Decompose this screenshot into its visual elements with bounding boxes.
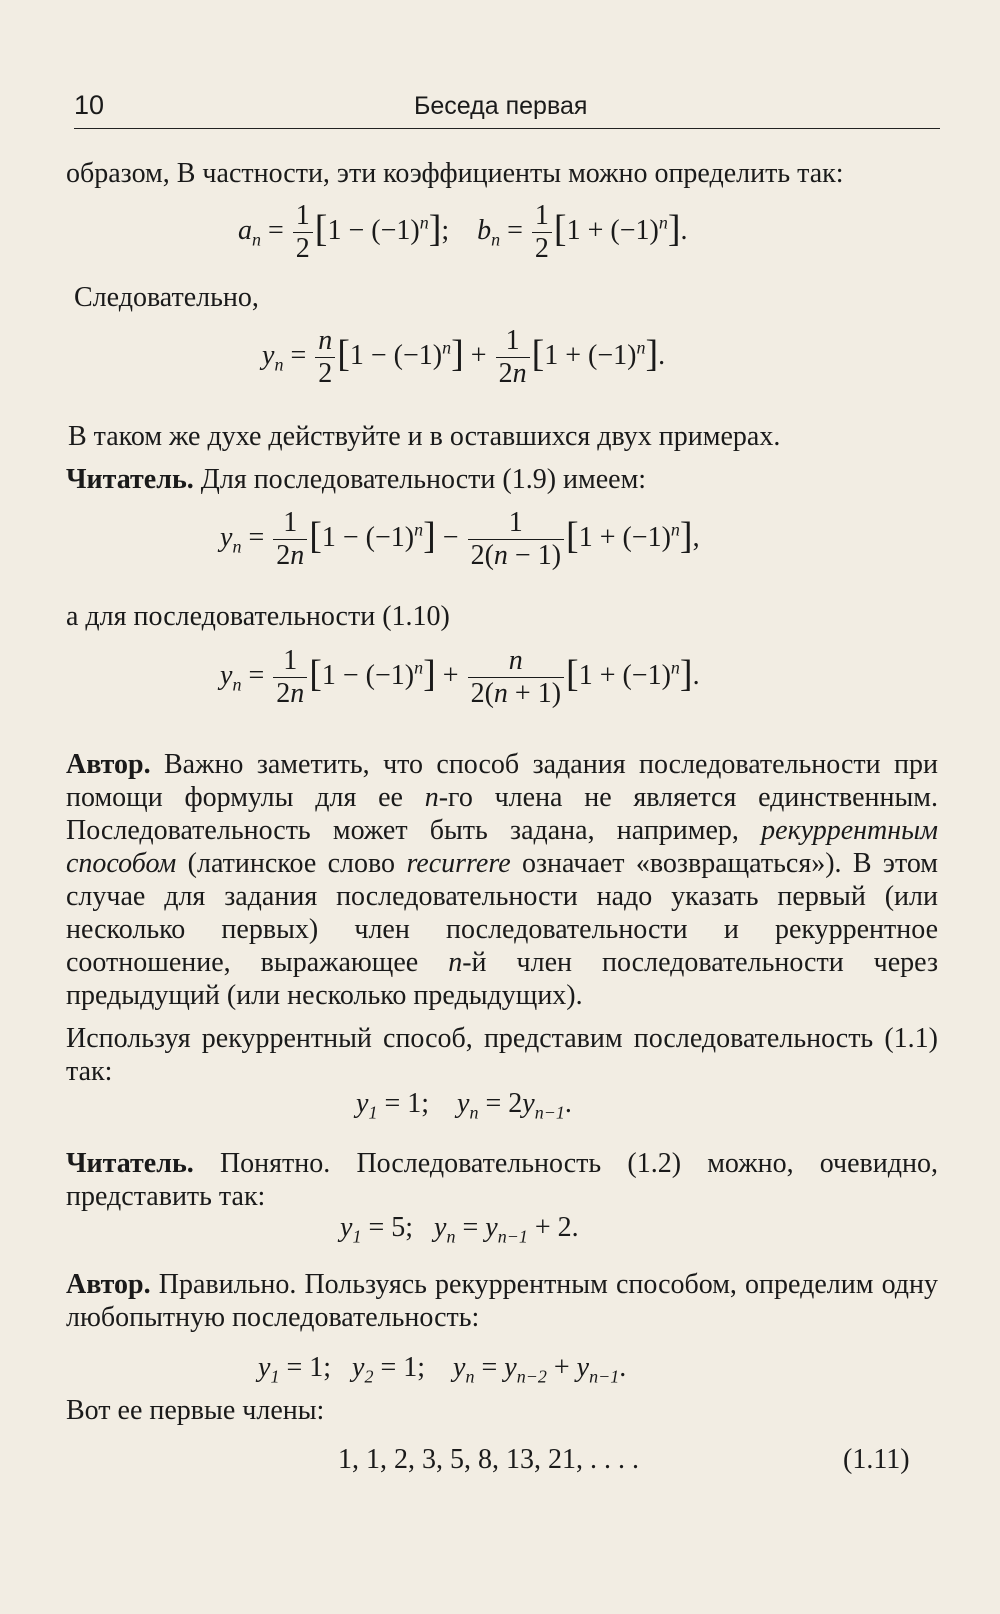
equation-yn-3: $y_n$ = $\frac{1}{2n}$ $[1 - (-1)^n]$ + $\frac{n}{2(n + 1)}$ $[1 + (-1)^n]$. <box>220 645 700 709</box>
equation-recurrence-1: $y_1 = 1$; $y_n = 2y_{n-1}$. <box>356 1088 572 1123</box>
paragraph-2: Следовательно, <box>74 282 259 313</box>
chapter-title: Беседа первая <box>414 92 588 120</box>
paragraph-9: Автор. Правильно. Пользуясь рекуррентным способом, определим одну любопытную последовательность: <box>66 1269 938 1333</box>
equation-yn-2: $y_n$ = $\frac{1}{2n}$ $[1 - (-1)^n]$ − $\frac{1}{2(n - 1)}$ $[1 + (-1)^n]$, <box>220 507 700 571</box>
paragraph-10: Вот ее первые члены: <box>66 1395 325 1426</box>
page-number: 10 <box>74 90 105 120</box>
speaker-author-2: Автор. <box>66 1269 151 1300</box>
paragraph-7: Используя рекуррентный способ, представим последовательность (1.1) так: <box>66 1023 938 1087</box>
equation-yn-1: $y_n$ = $\frac{n}{2}$ $[1 - (-1)^n]$ + $\frac{1}{2n}$ $[1 + (-1)^n]$. <box>262 325 666 389</box>
paragraph-4: Читатель. Для последовательности (1.9) имеем: <box>66 464 647 495</box>
running-header <box>74 84 940 129</box>
equation-recurrence-2: $y_1 = 5$; $y_n = y_{n-1} + 2$. <box>340 1212 579 1247</box>
speaker-reader: Читатель. <box>66 464 194 495</box>
speaker-author: Автор. <box>66 749 151 780</box>
paragraph-6: Автор. Важно заметить, что способ задания последовательности при помощи формулы для ее n-го члена не является единственным. Последовательность может быть задана, например, рекуррентным способом (латинское слово recurrere означает «возвращаться»). В этом случае для задания последовательности надо указать первый (или несколько первых) член последовательности и рекуррентное соотношение, выражающее n-й член последовательности через предыдущий (или несколько предыдущих). <box>66 749 939 1011</box>
paragraph-8: Читатель. Понятно. Последовательность (1.2) можно, очевидно, представить так: <box>66 1148 938 1212</box>
equation-an-bn: $a_n$ = $\frac{1}{2}$ $[1 - (-1)^n]$; $b_n$ = $\frac{1}{2}$ $[1 + (-1)^n]$. <box>238 200 688 264</box>
paragraph-3: В таком же духе действуйте и в оставшихся двух примерах. <box>68 421 781 452</box>
equation-fibonacci: $y_1 = 1$; $y_2 = 1$; $y_n = y_{n-2} + y_{n-1}$. <box>258 1352 627 1387</box>
equation-label: (1.11) <box>843 1444 910 1475</box>
fibonacci-sequence: 1, 1, 2, 3, 5, 8, 13, 21, . . . . <box>338 1444 639 1475</box>
speaker-reader-2: Читатель. <box>66 1148 194 1179</box>
paragraph-5: а для последовательности (1.10) <box>66 601 450 632</box>
paragraph-1: образом, В частности, эти коэффициенты можно определить так: <box>66 158 844 189</box>
